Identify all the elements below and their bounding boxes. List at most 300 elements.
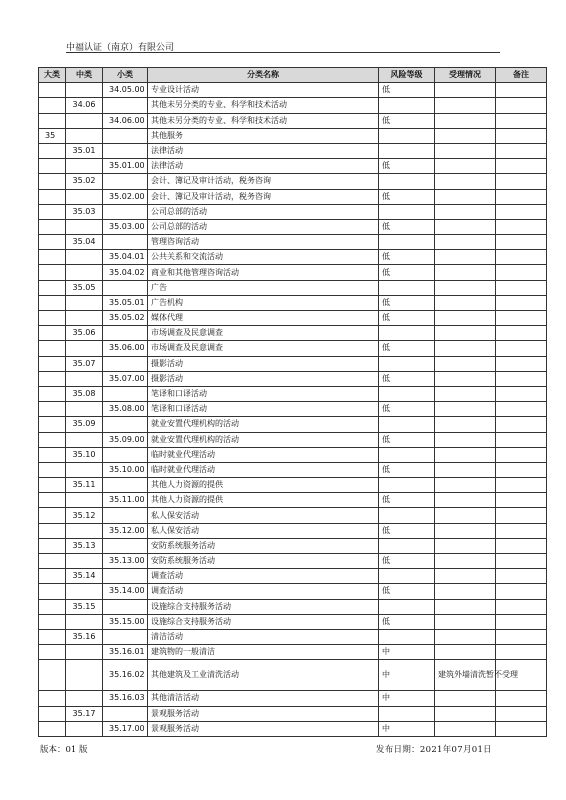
cell-minor: 35.08.00	[103, 402, 148, 417]
cell-mid: 35.07	[66, 356, 103, 371]
cell-major	[39, 462, 66, 477]
cell-risk	[379, 356, 435, 371]
table-row	[39, 143, 547, 158]
cell-name: 其他清洁活动	[148, 691, 379, 706]
cell-name: 其他未另分类的专业、科学和技术活动	[148, 98, 379, 113]
table-body	[39, 83, 547, 737]
cell-status	[435, 235, 496, 250]
cell-mid	[66, 660, 103, 691]
cell-status	[435, 371, 496, 386]
cell-note	[496, 447, 547, 462]
cell-status	[435, 721, 496, 736]
table-row	[39, 295, 547, 310]
cell-name: 景观服务活动	[148, 706, 379, 721]
cell-major	[39, 113, 66, 128]
cell-status	[435, 554, 496, 569]
cell-minor	[103, 326, 148, 341]
cell-mid	[66, 691, 103, 706]
cell-mid	[66, 523, 103, 538]
cell-major	[39, 523, 66, 538]
table-row	[39, 386, 547, 401]
cell-name: 就业安置代理机构的活动	[148, 432, 379, 447]
cell-risk	[379, 326, 435, 341]
cell-risk: 低	[379, 371, 435, 386]
cell-name: 商业和其他管理咨询活动	[148, 265, 379, 280]
cell-name: 公司总部的活动	[148, 219, 379, 234]
company-header: 中福认证（南京）有限公司	[66, 43, 175, 53]
cell-status	[435, 159, 496, 174]
cell-name: 管理咨询活动	[148, 235, 379, 250]
cell-name: 建筑物的一般清洁	[148, 645, 379, 660]
cell-minor	[103, 204, 148, 219]
cell-risk: 低	[379, 265, 435, 280]
cell-minor: 35.14.00	[103, 584, 148, 599]
cell-name: 公司总部的活动	[148, 204, 379, 219]
cell-name: 媒体代理	[148, 311, 379, 326]
cell-status	[435, 417, 496, 432]
cell-mid	[66, 432, 103, 447]
cell-minor	[103, 447, 148, 462]
cell-mid	[66, 721, 103, 736]
cell-major	[39, 83, 66, 98]
cell-minor	[103, 128, 148, 143]
cell-mid	[66, 83, 103, 98]
cell-note	[496, 113, 547, 128]
cell-major	[39, 250, 66, 265]
cell-risk	[379, 538, 435, 553]
cell-mid: 35.01	[66, 143, 103, 158]
cell-mid	[66, 645, 103, 660]
cell-major	[39, 265, 66, 280]
cell-mid	[66, 554, 103, 569]
cell-risk: 低	[379, 402, 435, 417]
cell-mid	[66, 189, 103, 204]
cell-risk	[379, 478, 435, 493]
cell-risk	[379, 629, 435, 644]
cell-note	[496, 599, 547, 614]
table-row	[39, 660, 547, 691]
cell-major	[39, 280, 66, 295]
cell-major	[39, 721, 66, 736]
cell-minor: 35.04.02	[103, 265, 148, 280]
cell-minor: 35.16.03	[103, 691, 148, 706]
cell-note	[496, 250, 547, 265]
cell-name: 临时就业代理活动	[148, 447, 379, 462]
cell-minor	[103, 417, 148, 432]
cell-mid: 35.09	[66, 417, 103, 432]
cell-status	[435, 83, 496, 98]
cell-minor	[103, 478, 148, 493]
cell-name: 广告	[148, 280, 379, 295]
cell-mid	[66, 250, 103, 265]
cell-status	[435, 584, 496, 599]
cell-minor	[103, 280, 148, 295]
cell-minor	[103, 356, 148, 371]
cell-major	[39, 326, 66, 341]
cell-risk: 中	[379, 660, 435, 691]
table-row	[39, 371, 547, 386]
cell-risk: 低	[379, 250, 435, 265]
cell-name: 其他人力资源的提供	[148, 478, 379, 493]
cell-name: 市场调查及民意调查	[148, 326, 379, 341]
table-row	[39, 706, 547, 721]
cell-status	[435, 614, 496, 629]
cell-minor: 35.03.00	[103, 219, 148, 234]
col-header-minor: 小类	[103, 68, 148, 83]
cell-minor: 35.04.01	[103, 250, 148, 265]
table-row	[39, 538, 547, 553]
cell-name: 安防系统服务活动	[148, 538, 379, 553]
cell-note	[496, 493, 547, 508]
cell-status	[435, 204, 496, 219]
cell-status	[435, 280, 496, 295]
classification-table	[38, 67, 547, 737]
cell-mid: 35.10	[66, 447, 103, 462]
cell-mid: 35.17	[66, 706, 103, 721]
cell-status	[435, 98, 496, 113]
cell-status: 建筑外墙清洗暂不受理	[435, 660, 496, 691]
cell-mid	[66, 113, 103, 128]
table-row	[39, 174, 547, 189]
cell-minor	[103, 174, 148, 189]
cell-risk: 低	[379, 554, 435, 569]
cell-minor	[103, 629, 148, 644]
cell-minor: 35.07.00	[103, 371, 148, 386]
cell-major	[39, 159, 66, 174]
cell-minor: 34.05.00	[103, 83, 148, 98]
table-row	[39, 189, 547, 204]
cell-name: 其他建筑及工业清洗活动	[148, 660, 379, 691]
cell-name: 设施综合支持服务活动	[148, 614, 379, 629]
cell-note	[496, 691, 547, 706]
cell-risk: 低	[379, 462, 435, 477]
cell-major	[39, 645, 66, 660]
table-row	[39, 447, 547, 462]
table-row	[39, 417, 547, 432]
table-row	[39, 356, 547, 371]
table-row	[39, 204, 547, 219]
cell-note	[496, 721, 547, 736]
cell-name: 广告机构	[148, 295, 379, 310]
cell-major	[39, 538, 66, 553]
cell-mid	[66, 402, 103, 417]
cell-mid: 35.11	[66, 478, 103, 493]
cell-minor	[103, 98, 148, 113]
cell-mid	[66, 614, 103, 629]
cell-mid: 35.16	[66, 629, 103, 644]
cell-note	[496, 159, 547, 174]
cell-name: 市场调查及民意调查	[148, 341, 379, 356]
table-row	[39, 493, 547, 508]
cell-note	[496, 386, 547, 401]
cell-major	[39, 189, 66, 204]
cell-mid	[66, 265, 103, 280]
cell-name: 其他服务	[148, 128, 379, 143]
cell-name: 临时就业代理活动	[148, 462, 379, 477]
cell-risk	[379, 599, 435, 614]
cell-major	[39, 402, 66, 417]
cell-name: 法律活动	[148, 159, 379, 174]
table-row	[39, 629, 547, 644]
cell-name: 清洁活动	[148, 629, 379, 644]
cell-mid: 34.06	[66, 98, 103, 113]
cell-status	[435, 493, 496, 508]
cell-status	[435, 691, 496, 706]
cell-note	[496, 432, 547, 447]
cell-major	[39, 371, 66, 386]
cell-minor: 35.02.00	[103, 189, 148, 204]
table-row	[39, 614, 547, 629]
cell-major	[39, 584, 66, 599]
table-row	[39, 326, 547, 341]
table-row	[39, 311, 547, 326]
cell-note	[496, 83, 547, 98]
col-header-risk: 风险等级	[379, 68, 435, 83]
cell-mid: 35.03	[66, 204, 103, 219]
cell-risk: 低	[379, 523, 435, 538]
cell-major	[39, 447, 66, 462]
cell-risk	[379, 569, 435, 584]
cell-status	[435, 341, 496, 356]
cell-risk: 低	[379, 159, 435, 174]
cell-risk: 低	[379, 295, 435, 310]
cell-risk: 低	[379, 113, 435, 128]
cell-minor	[103, 386, 148, 401]
cell-note	[496, 326, 547, 341]
cell-status	[435, 508, 496, 523]
cell-note	[496, 706, 547, 721]
cell-risk	[379, 447, 435, 462]
table-row	[39, 645, 547, 660]
cell-risk	[379, 174, 435, 189]
cell-name: 设施综合支持服务活动	[148, 599, 379, 614]
cell-risk	[379, 508, 435, 523]
cell-note	[496, 508, 547, 523]
cell-mid	[66, 371, 103, 386]
col-header-name: 分类名称	[148, 68, 379, 83]
cell-minor	[103, 235, 148, 250]
table-row	[39, 280, 547, 295]
cell-risk: 低	[379, 311, 435, 326]
cell-status	[435, 174, 496, 189]
table-row	[39, 462, 547, 477]
cell-name: 调查活动	[148, 584, 379, 599]
table-row	[39, 432, 547, 447]
cell-status	[435, 523, 496, 538]
cell-risk	[379, 204, 435, 219]
table-row	[39, 554, 547, 569]
cell-minor: 35.05.02	[103, 311, 148, 326]
cell-status	[435, 432, 496, 447]
cell-risk: 低	[379, 83, 435, 98]
header-divider	[66, 52, 500, 53]
footer-release-date: 发布日期：2021年07月01日	[375, 745, 492, 755]
cell-major	[39, 219, 66, 234]
cell-major	[39, 204, 66, 219]
cell-major	[39, 174, 66, 189]
cell-major	[39, 554, 66, 569]
cell-major: 35	[39, 128, 66, 143]
cell-mid	[66, 128, 103, 143]
cell-status	[435, 569, 496, 584]
cell-note	[496, 538, 547, 553]
cell-risk	[379, 386, 435, 401]
cell-risk	[379, 128, 435, 143]
cell-minor	[103, 143, 148, 158]
table-row	[39, 83, 547, 98]
cell-risk	[379, 235, 435, 250]
cell-note	[496, 143, 547, 158]
cell-risk: 中	[379, 645, 435, 660]
cell-major	[39, 706, 66, 721]
cell-risk	[379, 417, 435, 432]
col-header-major: 大类	[39, 68, 66, 83]
cell-name: 会计、簿记及审计活动，税务咨询	[148, 174, 379, 189]
cell-note	[496, 478, 547, 493]
cell-risk: 低	[379, 584, 435, 599]
cell-mid: 35.08	[66, 386, 103, 401]
cell-status	[435, 599, 496, 614]
cell-major	[39, 341, 66, 356]
cell-name: 其他人力资源的提供	[148, 493, 379, 508]
cell-note	[496, 311, 547, 326]
table-row	[39, 113, 547, 128]
cell-name: 会计、簿记及审计活动，税务咨询	[148, 189, 379, 204]
cell-status	[435, 447, 496, 462]
table-row	[39, 250, 547, 265]
cell-mid	[66, 584, 103, 599]
table-row	[39, 478, 547, 493]
cell-mid	[66, 159, 103, 174]
cell-note	[496, 462, 547, 477]
table-row	[39, 235, 547, 250]
cell-note	[496, 341, 547, 356]
cell-name: 公共关系和交流活动	[148, 250, 379, 265]
cell-status	[435, 706, 496, 721]
cell-note	[496, 265, 547, 280]
cell-note	[496, 584, 547, 599]
table-row	[39, 523, 547, 538]
col-header-mid: 中类	[66, 68, 103, 83]
cell-status	[435, 113, 496, 128]
table-row	[39, 265, 547, 280]
cell-note	[496, 569, 547, 584]
cell-status	[435, 189, 496, 204]
cell-mid	[66, 493, 103, 508]
cell-status	[435, 356, 496, 371]
cell-note	[496, 371, 547, 386]
cell-major	[39, 432, 66, 447]
cell-risk: 低	[379, 189, 435, 204]
cell-minor: 35.13.00	[103, 554, 148, 569]
cell-minor: 35.06.00	[103, 341, 148, 356]
table-row	[39, 599, 547, 614]
cell-major	[39, 311, 66, 326]
table-row	[39, 98, 547, 113]
cell-major	[39, 508, 66, 523]
cell-note	[496, 280, 547, 295]
table-row	[39, 341, 547, 356]
cell-risk: 低	[379, 219, 435, 234]
cell-status	[435, 295, 496, 310]
cell-mid: 35.05	[66, 280, 103, 295]
cell-mid	[66, 219, 103, 234]
cell-name: 私人保安活动	[148, 508, 379, 523]
cell-risk	[379, 143, 435, 158]
cell-mid: 35.06	[66, 326, 103, 341]
cell-minor	[103, 706, 148, 721]
cell-minor: 35.12.00	[103, 523, 148, 538]
cell-name: 笔译和口译活动	[148, 402, 379, 417]
cell-major	[39, 614, 66, 629]
table-row	[39, 402, 547, 417]
cell-status	[435, 645, 496, 660]
cell-risk	[379, 98, 435, 113]
cell-name: 调查活动	[148, 569, 379, 584]
cell-major	[39, 478, 66, 493]
cell-risk: 低	[379, 493, 435, 508]
table-row	[39, 569, 547, 584]
cell-major	[39, 235, 66, 250]
cell-name: 其他未另分类的专业、科学和技术活动	[148, 113, 379, 128]
cell-note	[496, 645, 547, 660]
cell-minor	[103, 599, 148, 614]
cell-major	[39, 295, 66, 310]
cell-major	[39, 356, 66, 371]
cell-minor: 35.09.00	[103, 432, 148, 447]
col-header-note: 备注	[496, 68, 547, 83]
cell-name: 摄影活动	[148, 371, 379, 386]
table-header-row	[39, 68, 547, 83]
table-row	[39, 128, 547, 143]
cell-minor	[103, 569, 148, 584]
cell-minor: 35.16.01	[103, 645, 148, 660]
cell-name: 景观服务活动	[148, 721, 379, 736]
cell-status	[435, 311, 496, 326]
cell-minor: 35.16.02	[103, 660, 148, 691]
cell-name: 专业设计活动	[148, 83, 379, 98]
cell-major	[39, 98, 66, 113]
cell-note	[496, 189, 547, 204]
cell-risk: 低	[379, 614, 435, 629]
cell-note	[496, 174, 547, 189]
cell-risk: 低	[379, 341, 435, 356]
cell-minor	[103, 508, 148, 523]
cell-risk	[379, 706, 435, 721]
cell-status	[435, 143, 496, 158]
cell-note	[496, 629, 547, 644]
cell-name: 私人保安活动	[148, 523, 379, 538]
cell-note	[496, 614, 547, 629]
cell-status	[435, 128, 496, 143]
table-row	[39, 691, 547, 706]
cell-major	[39, 691, 66, 706]
cell-risk	[379, 280, 435, 295]
cell-major	[39, 386, 66, 401]
cell-status	[435, 462, 496, 477]
cell-mid: 35.15	[66, 599, 103, 614]
cell-mid: 35.04	[66, 235, 103, 250]
cell-name: 安防系统服务活动	[148, 554, 379, 569]
cell-mid: 35.02	[66, 174, 103, 189]
cell-status	[435, 478, 496, 493]
col-header-status: 受理情况	[435, 68, 496, 83]
cell-name: 摄影活动	[148, 356, 379, 371]
cell-note	[496, 554, 547, 569]
cell-minor: 35.17.00	[103, 721, 148, 736]
cell-note	[496, 356, 547, 371]
cell-note	[496, 523, 547, 538]
